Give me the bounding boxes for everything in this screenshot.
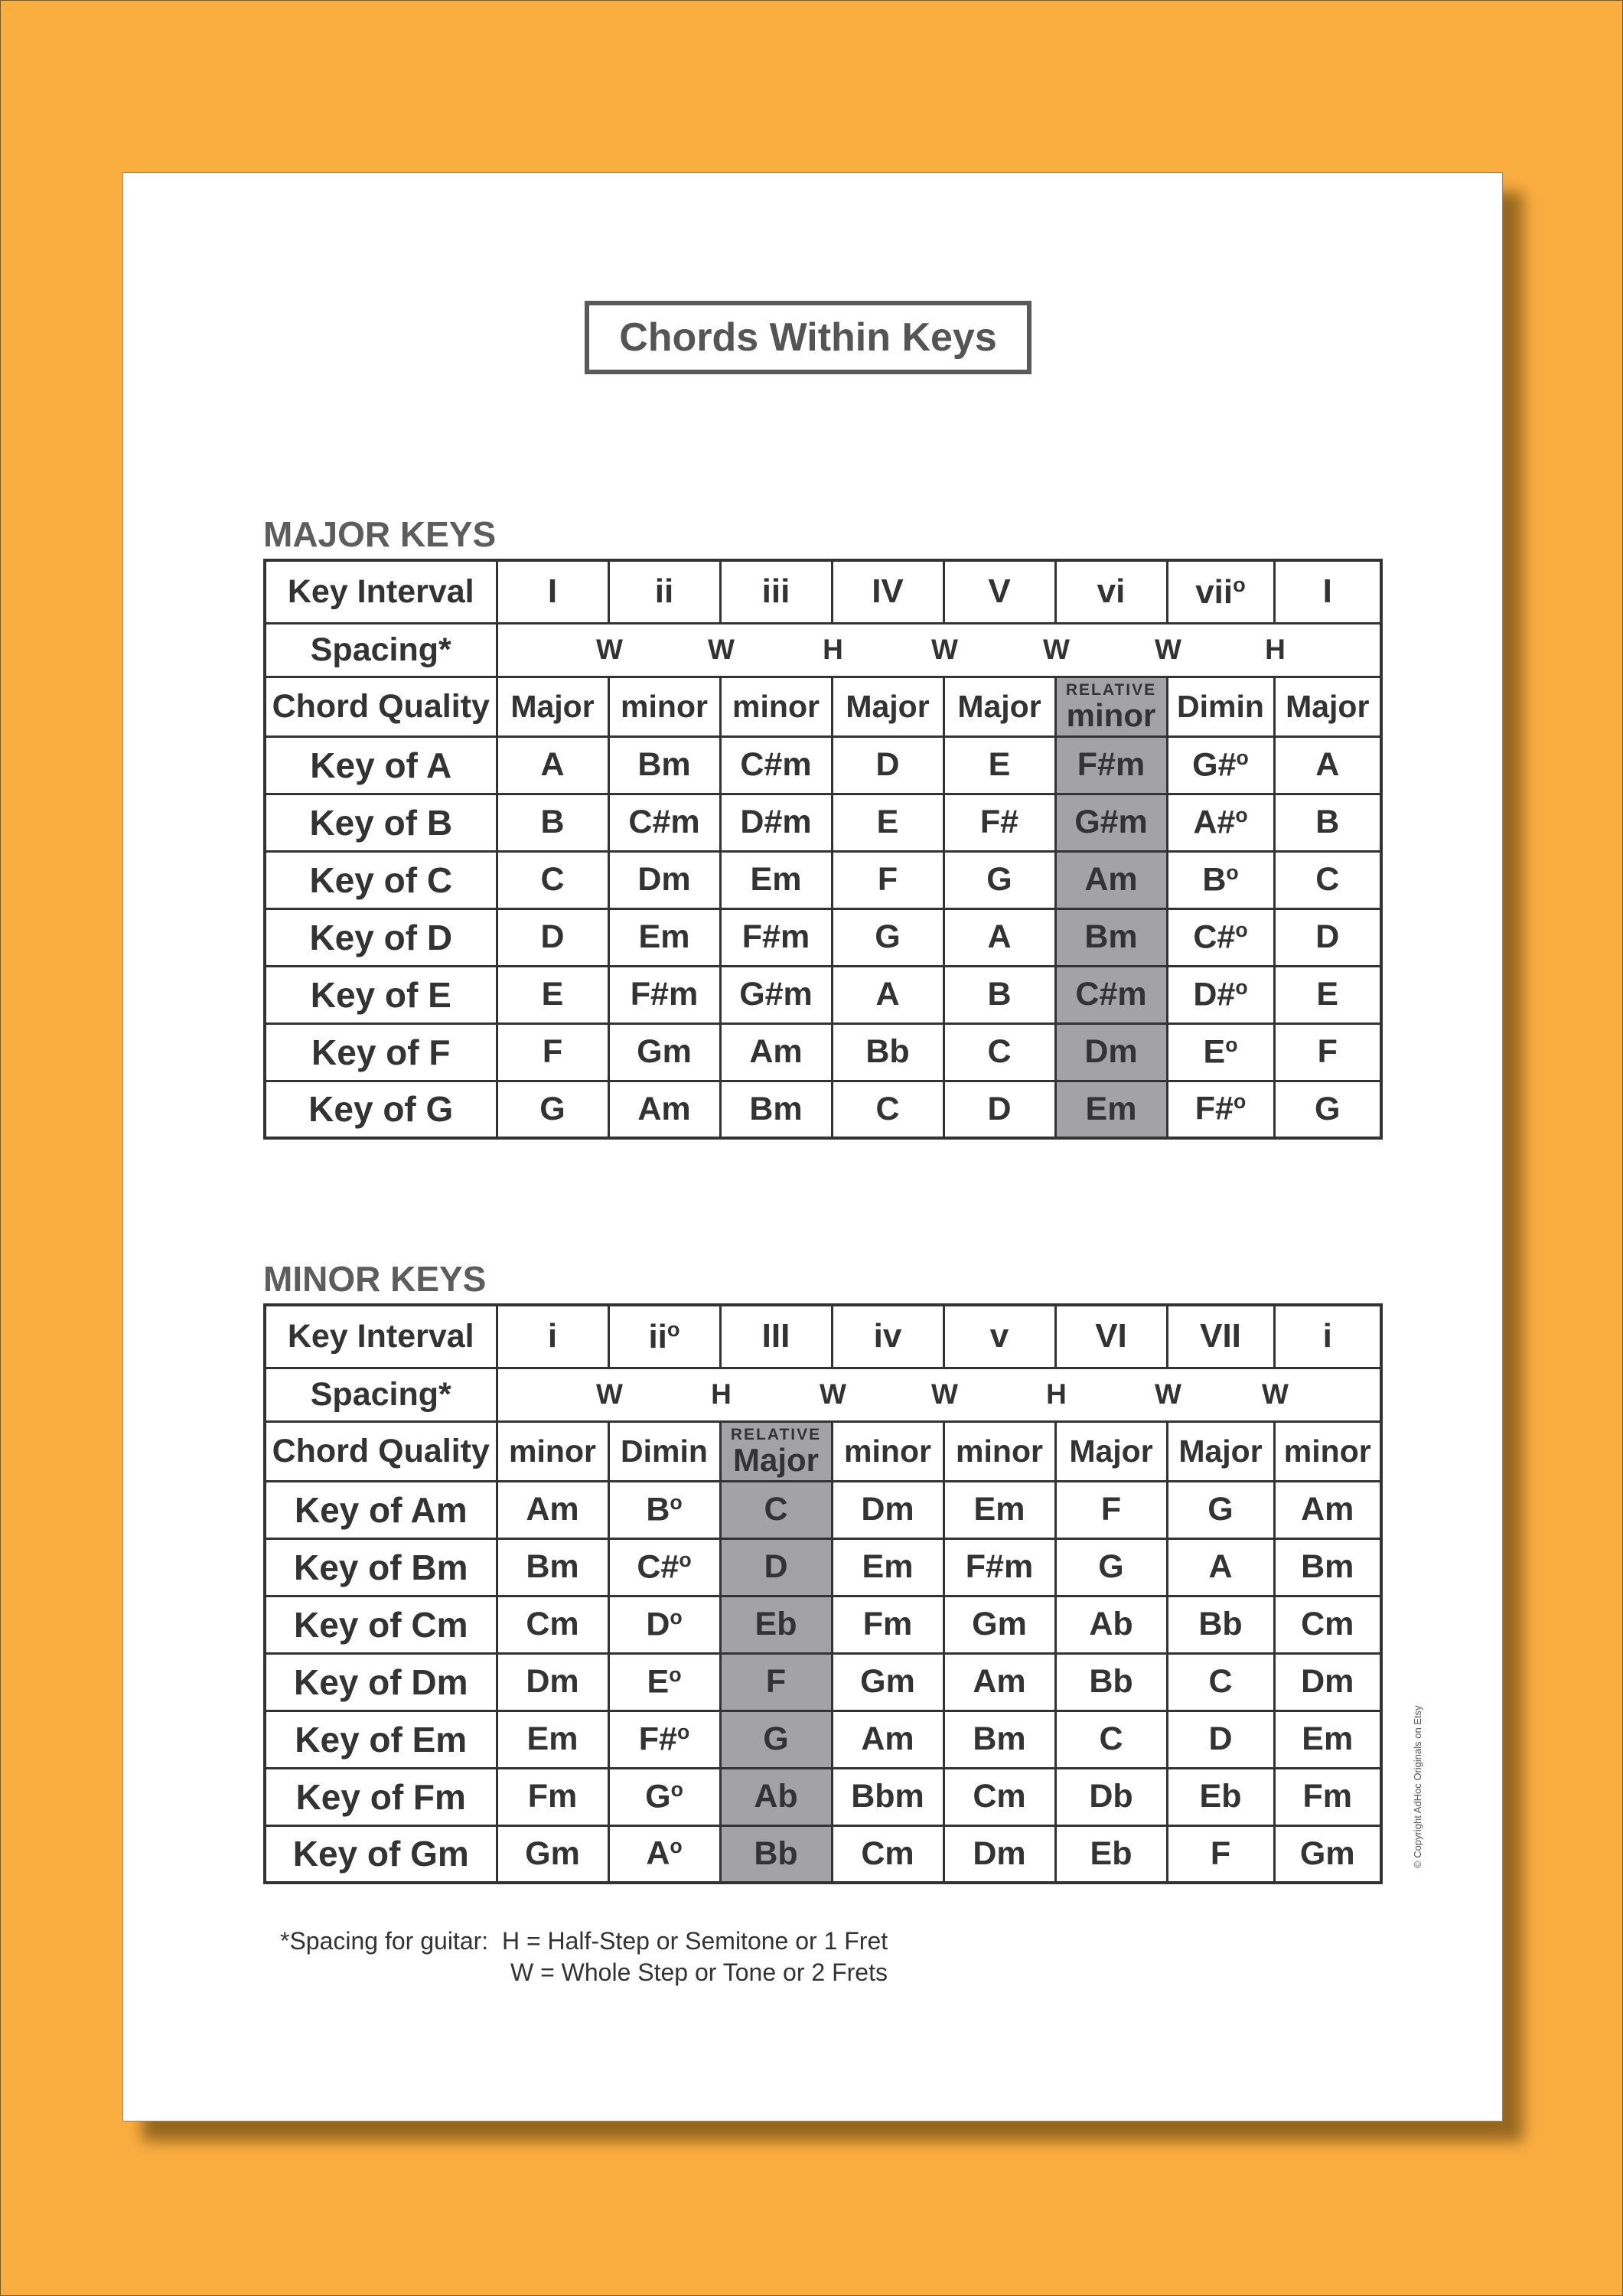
chord-cell: Am <box>1274 1481 1381 1538</box>
chord-quality: Major <box>497 677 608 736</box>
copyright-notice: © Copyright AdHoc Originals on Etsy <box>1412 1705 1423 1868</box>
chord-cell: F <box>1055 1481 1167 1538</box>
chord-cell: F <box>1167 1825 1274 1883</box>
chord-cell: F#$^o$ <box>1167 1081 1274 1138</box>
chord-cell: G <box>832 908 943 966</box>
spacing-step: H <box>711 1378 732 1410</box>
chord-cell: Eb <box>1167 1768 1274 1825</box>
key-label: Key of Fm <box>265 1768 497 1825</box>
chord-cell: Dm <box>608 851 720 908</box>
chord-cell: $E^o$ <box>608 1653 720 1711</box>
chord-cell: G#m <box>720 966 832 1023</box>
chord-cell: Em <box>943 1481 1055 1538</box>
chord-cell: Fm <box>1274 1768 1381 1825</box>
chord-quality: Major <box>1167 1421 1274 1481</box>
relative-quality: Major <box>732 1441 819 1478</box>
chord-cell: Gm <box>832 1653 943 1711</box>
chord-cell: B <box>943 966 1055 1023</box>
chord-quality: Dimin <box>1167 677 1274 736</box>
interval-header: VI <box>1055 1305 1167 1368</box>
chord-cell: Bbm <box>832 1768 943 1825</box>
chord-cell: Eb <box>720 1596 832 1653</box>
chord-cell: Bm <box>1055 908 1167 966</box>
chord-cell: Bm <box>1274 1538 1381 1596</box>
chord-cell: C <box>1055 1711 1167 1768</box>
key-label: Key of Em <box>265 1711 497 1768</box>
spacing-label: Spacing* <box>265 1368 497 1421</box>
chord-cell: $D^o$ <box>608 1596 720 1653</box>
spacing-step: W <box>596 1378 623 1410</box>
key-label: Key of Bm <box>265 1538 497 1596</box>
chord-cell: Ab <box>720 1768 832 1825</box>
chord-cell: Bm <box>608 736 720 794</box>
chord-cell: Em <box>1274 1711 1381 1768</box>
chord-cell: Cm <box>832 1825 943 1883</box>
interval-header: vii$^o$ <box>1167 560 1274 623</box>
relative-tag: RELATIVE <box>730 1425 822 1443</box>
key-label: Key of Cm <box>265 1596 497 1653</box>
major-keys-table <box>263 559 1383 1140</box>
chord-cell: Dm <box>832 1481 943 1538</box>
chord-cell: D <box>832 736 943 794</box>
key-row <box>265 851 1381 908</box>
key-label: Key of Dm <box>265 1653 497 1711</box>
chord-quality: Dimin <box>608 1421 720 1481</box>
chord-cell: G <box>1274 1081 1381 1138</box>
spacing-step: H <box>823 634 843 665</box>
interval-header: iii <box>720 560 832 623</box>
key-row <box>265 966 1381 1023</box>
chord-cell: F#m <box>1055 736 1167 794</box>
chord-cell: Gm <box>943 1596 1055 1653</box>
key-row <box>265 1023 1381 1081</box>
chord-cell: Cm <box>497 1596 608 1653</box>
chord-cell: F <box>497 1023 608 1081</box>
chord-cell: G#m <box>1055 794 1167 851</box>
chord-cell: Gm <box>1274 1825 1381 1883</box>
spacing-step: W <box>1155 1378 1181 1410</box>
key-row <box>265 1768 1381 1825</box>
chord-cell: C#m <box>608 794 720 851</box>
key-label: Key of Am <box>265 1481 497 1538</box>
interval-header: ii <box>608 560 720 623</box>
chord-cell: A <box>1167 1538 1274 1596</box>
spacing-step: W <box>820 1378 846 1410</box>
chord-cell: A <box>497 736 608 794</box>
chord-cell: C <box>720 1481 832 1538</box>
chord-cell: Bb <box>1055 1653 1167 1711</box>
chord-cell: A <box>1274 736 1381 794</box>
chord-quality-label: Chord Quality <box>265 1421 497 1481</box>
chord-cell: Fm <box>497 1768 608 1825</box>
chord-cell: C <box>1167 1653 1274 1711</box>
chord-cell: G <box>943 851 1055 908</box>
spacing-step: W <box>596 634 623 665</box>
chord-cell: F#m <box>943 1538 1055 1596</box>
chord-cell: G <box>1055 1538 1167 1596</box>
chord-cell: D <box>1274 908 1381 966</box>
key-interval-label: Key Interval <box>265 560 497 623</box>
chord-cell: Bm <box>720 1081 832 1138</box>
chord-cell: Dm <box>497 1653 608 1711</box>
chord-cell: Db <box>1055 1768 1167 1825</box>
chord-cell: Bm <box>943 1711 1055 1768</box>
key-label: Key of A <box>265 736 497 794</box>
chord-cell: F <box>1274 1023 1381 1081</box>
chord-cell: Bb <box>720 1825 832 1883</box>
interval-header: III <box>720 1305 832 1368</box>
spacing-step: W <box>1262 1378 1289 1410</box>
interval-header: V <box>943 560 1055 623</box>
interval-header: IV <box>832 560 943 623</box>
chord-cell: Em <box>497 1711 608 1768</box>
chord-cell: G <box>1167 1481 1274 1538</box>
spacing-step: H <box>1046 1378 1067 1410</box>
key-label: Key of F <box>265 1023 497 1081</box>
interval-header: $ii^o$ <box>608 1305 720 1368</box>
key-label: Key of E <box>265 966 497 1023</box>
spacing-row <box>497 1368 1381 1421</box>
chord-cell: Dm <box>1055 1023 1167 1081</box>
chord-quality: Major <box>1274 677 1381 736</box>
footnote-line-1: *Spacing for guitar: H = Half-Step or Semitone or 1 Fret <box>280 1927 888 1955</box>
chord-cell: F <box>832 851 943 908</box>
chord-cell: D#$^o$ <box>1167 966 1274 1023</box>
relative-tag: RELATIVE <box>1065 680 1157 699</box>
key-label: Key of B <box>265 794 497 851</box>
key-interval-label: Key Interval <box>265 1305 497 1368</box>
spacing-footnote <box>280 1926 888 1988</box>
chord-cell: G <box>720 1711 832 1768</box>
chord-cell: Bb <box>832 1023 943 1081</box>
chord-cell: Am <box>608 1081 720 1138</box>
key-label: Key of D <box>265 908 497 966</box>
chord-cell: Ab <box>1055 1596 1167 1653</box>
interval-header: vi <box>1055 560 1167 623</box>
key-row <box>265 908 1381 966</box>
chord-cell: D#m <box>720 794 832 851</box>
chord-quality: minor <box>832 1421 943 1481</box>
key-row <box>265 794 1381 851</box>
interval-header: I <box>1274 560 1381 623</box>
chord-cell: D <box>720 1538 832 1596</box>
key-row <box>265 1081 1381 1138</box>
chord-cell: Am <box>943 1653 1055 1711</box>
chord-quality: minor <box>1274 1421 1381 1481</box>
chord-cell: E <box>497 966 608 1023</box>
chord-cell: A <box>943 908 1055 966</box>
chord-cell: Em <box>1055 1081 1167 1138</box>
chord-cell: Em <box>832 1538 943 1596</box>
chord-cell: C <box>1274 851 1381 908</box>
key-row <box>265 1538 1381 1596</box>
chord-quality: Major <box>832 677 943 736</box>
page-title: Chords Within Keys <box>585 301 1031 374</box>
chord-cell: Em <box>720 851 832 908</box>
interval-header: v <box>943 1305 1055 1368</box>
chord-quality: minor <box>943 1421 1055 1481</box>
chord-cell: $E^o$ <box>1167 1023 1274 1081</box>
chord-cell: $A^o$ <box>608 1825 720 1883</box>
chord-cell: Am <box>1055 851 1167 908</box>
chord-quality-label: Chord Quality <box>265 677 497 736</box>
key-row <box>265 1596 1381 1653</box>
chord-cell: Bm <box>497 1538 608 1596</box>
chord-cell: D <box>497 908 608 966</box>
footnote-line-2: W = Whole Step or Tone or 2 Frets <box>510 1958 888 1986</box>
minor-keys-heading: MINOR KEYS <box>263 1259 487 1299</box>
relative-quality-header <box>720 1421 832 1481</box>
spacing-step: W <box>1155 634 1181 665</box>
relative-quality: minor <box>1066 696 1156 733</box>
chord-cell: C <box>497 851 608 908</box>
chord-cell: G <box>497 1081 608 1138</box>
chord-cell: $B^o$ <box>1167 851 1274 908</box>
interval-header: i <box>497 1305 608 1368</box>
relative-quality-header <box>1055 677 1167 736</box>
key-row <box>265 1711 1381 1768</box>
key-row <box>265 736 1381 794</box>
chart-sheet <box>122 172 1503 2122</box>
interval-header: I <box>497 560 608 623</box>
chord-cell: F#m <box>720 908 832 966</box>
chord-cell: C <box>943 1023 1055 1081</box>
chord-cell: D <box>943 1081 1055 1138</box>
chord-cell: F#m <box>608 966 720 1023</box>
chord-cell: Fm <box>832 1596 943 1653</box>
spacing-step: W <box>931 634 958 665</box>
key-row <box>265 1825 1381 1883</box>
chord-quality: minor <box>720 677 832 736</box>
key-row <box>265 1653 1381 1711</box>
chord-cell: Gm <box>497 1825 608 1883</box>
minor-keys-table <box>263 1303 1383 1884</box>
chord-cell: Bb <box>1167 1596 1274 1653</box>
key-row <box>265 1481 1381 1538</box>
interval-header: i <box>1274 1305 1381 1368</box>
spacing-step: W <box>708 634 735 665</box>
chord-quality: minor <box>497 1421 608 1481</box>
chord-cell: Cm <box>1274 1596 1381 1653</box>
chord-cell: E <box>1274 966 1381 1023</box>
key-label: Key of G <box>265 1081 497 1138</box>
chord-cell: B <box>1274 794 1381 851</box>
key-label: Key of Gm <box>265 1825 497 1883</box>
interval-header: iv <box>832 1305 943 1368</box>
chord-quality: Major <box>943 677 1055 736</box>
chord-cell: C#m <box>1055 966 1167 1023</box>
chord-cell: F# <box>943 794 1055 851</box>
chord-cell: $G^o$ <box>608 1768 720 1825</box>
chord-cell: C#$^o$ <box>608 1538 720 1596</box>
chord-cell: C <box>832 1081 943 1138</box>
chord-cell: Em <box>608 908 720 966</box>
interval-header: VII <box>1167 1305 1274 1368</box>
spacing-step: H <box>1265 634 1286 665</box>
chord-cell: F#$^o$ <box>608 1711 720 1768</box>
chord-cell: $B^o$ <box>608 1481 720 1538</box>
chord-cell: B <box>497 794 608 851</box>
key-label: Key of C <box>265 851 497 908</box>
spacing-row <box>497 623 1381 677</box>
spacing-step: W <box>1043 634 1070 665</box>
chord-cell: A#$^o$ <box>1167 794 1274 851</box>
chord-cell: Cm <box>943 1768 1055 1825</box>
chord-cell: Dm <box>1274 1653 1381 1711</box>
spacing-label: Spacing* <box>265 623 497 677</box>
chord-cell: A <box>832 966 943 1023</box>
chord-cell: D <box>1167 1711 1274 1768</box>
chord-quality: Major <box>1055 1421 1167 1481</box>
chord-cell: C#$^o$ <box>1167 908 1274 966</box>
chord-quality: minor <box>608 677 720 736</box>
chord-cell: Am <box>497 1481 608 1538</box>
chord-cell: G#$^o$ <box>1167 736 1274 794</box>
chord-cell: E <box>832 794 943 851</box>
chord-cell: C#m <box>720 736 832 794</box>
chord-cell: Gm <box>608 1023 720 1081</box>
chord-cell: Am <box>832 1711 943 1768</box>
chord-cell: Eb <box>1055 1825 1167 1883</box>
spacing-step: W <box>931 1378 958 1410</box>
chord-cell: Dm <box>943 1825 1055 1883</box>
chord-cell: F <box>720 1653 832 1711</box>
major-keys-heading: MAJOR KEYS <box>263 514 497 554</box>
chord-cell: Am <box>720 1023 832 1081</box>
chord-cell: E <box>943 736 1055 794</box>
